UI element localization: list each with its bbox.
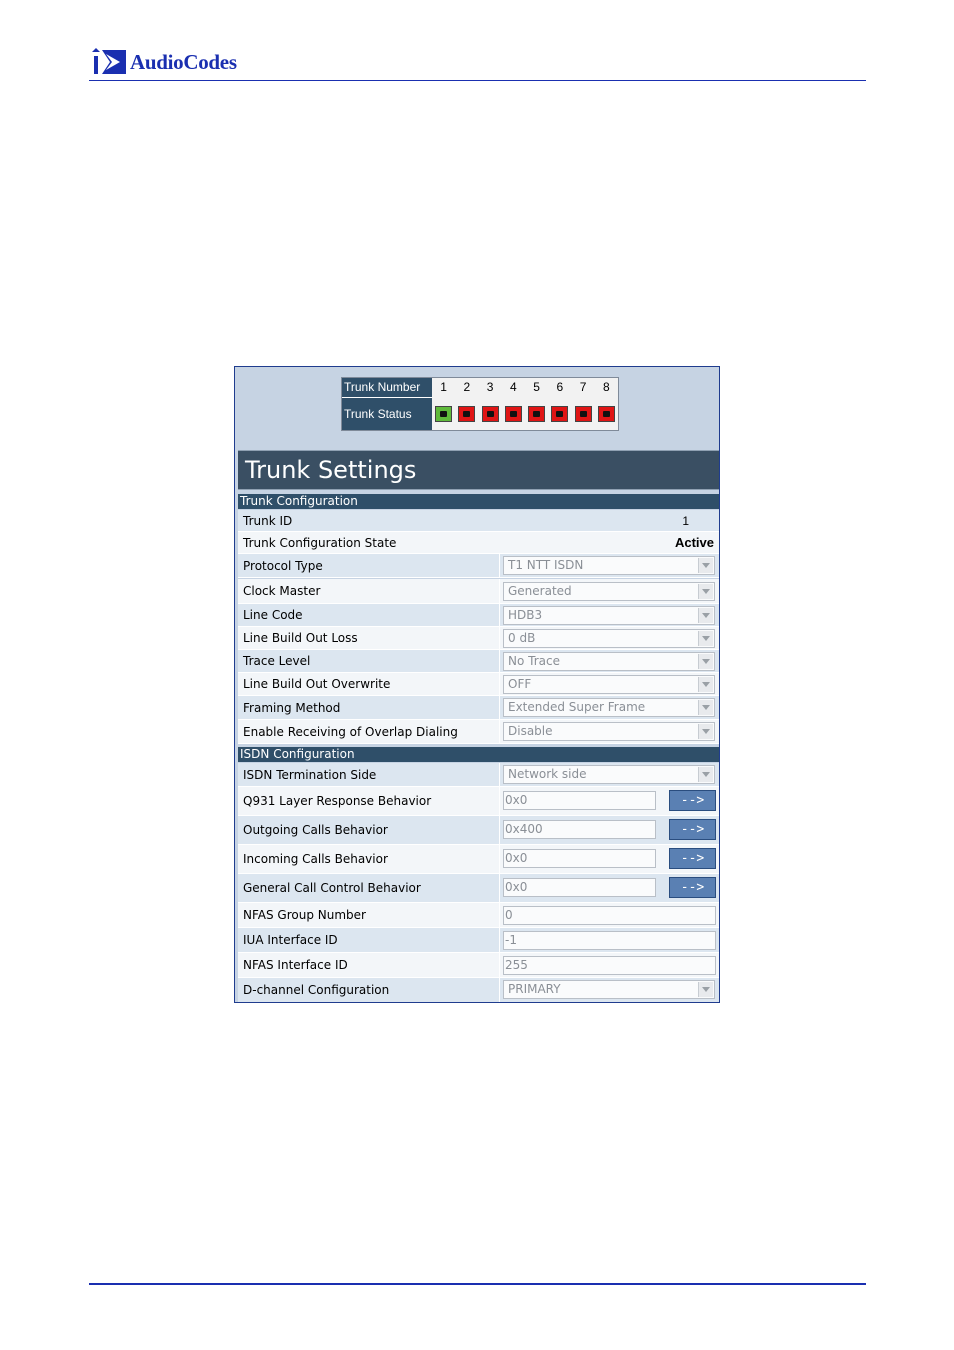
trunk-number-1: 1 bbox=[440, 380, 447, 394]
overlap-dialing-row bbox=[238, 720, 719, 744]
logo-text: AudioCodes bbox=[130, 49, 237, 74]
chevron-down-icon bbox=[698, 982, 713, 997]
framing-method-row bbox=[238, 696, 719, 720]
isdn-termination-side-row bbox=[238, 763, 719, 787]
iua-interface-id-label: IUA Interface ID bbox=[243, 933, 338, 947]
chevron-down-icon bbox=[698, 631, 713, 646]
line-build-out-overwrite-select[interactable]: OFF bbox=[503, 675, 715, 694]
protocol-type-label: Protocol Type bbox=[243, 558, 323, 573]
chevron-down-icon bbox=[698, 558, 713, 573]
chevron-down-icon bbox=[698, 677, 713, 692]
incoming-calls-arrow-button[interactable]: --> bbox=[669, 848, 716, 869]
trunk-4-status-icon[interactable] bbox=[505, 406, 522, 422]
d-channel-configuration-select[interactable]: PRIMARY bbox=[503, 980, 715, 999]
nfas-group-number-label: NFAS Group Number bbox=[243, 908, 366, 922]
isdn-termination-side-select[interactable]: Network side bbox=[503, 765, 715, 784]
footer-rule bbox=[89, 1283, 866, 1285]
line-build-out-overwrite-row bbox=[238, 673, 719, 696]
trunk-configuration-heading: Trunk Configuration bbox=[238, 494, 719, 509]
trunk-6-status-icon[interactable] bbox=[551, 406, 568, 422]
nfas-group-number-input[interactable]: 0 bbox=[503, 906, 716, 925]
trunk-3-status-icon[interactable] bbox=[482, 406, 499, 422]
chevron-down-icon bbox=[698, 584, 713, 599]
q931-input[interactable]: 0x0 bbox=[503, 791, 656, 810]
general-call-control-label: General Call Control Behavior bbox=[243, 881, 421, 895]
trunk-id-label: Trunk ID bbox=[243, 513, 293, 528]
iua-interface-id-input[interactable]: -1 bbox=[503, 931, 716, 950]
trunk-status-label: Trunk Status bbox=[342, 397, 432, 430]
trace-level-row bbox=[238, 650, 719, 673]
trunk-number-7: 7 bbox=[579, 380, 587, 394]
trunk-number-6: 6 bbox=[556, 380, 564, 394]
nfas-interface-id-row bbox=[238, 953, 719, 978]
trunk-status-table bbox=[341, 377, 619, 431]
clock-master-label: Clock Master bbox=[243, 584, 321, 598]
d-channel-configuration-label: D-channel Configuration bbox=[243, 983, 390, 997]
general-call-control-row bbox=[238, 874, 719, 903]
framing-method-select[interactable]: Extended Super Frame bbox=[503, 698, 715, 717]
trace-level-label: Trace Level bbox=[243, 654, 311, 668]
overlap-dialing-label: Enable Receiving of Overlap Dialing bbox=[243, 724, 458, 739]
trunk-7-status-icon[interactable] bbox=[575, 406, 592, 422]
nfas-group-number-row bbox=[238, 903, 719, 928]
clock-master-row bbox=[238, 579, 719, 604]
line-code-row bbox=[238, 604, 719, 627]
outgoing-calls-input[interactable]: 0x400 bbox=[503, 820, 656, 839]
incoming-calls-row bbox=[238, 845, 719, 874]
chevron-down-icon bbox=[698, 724, 713, 739]
protocol-type-row bbox=[238, 554, 719, 578]
trunk-config-state-row bbox=[238, 532, 719, 554]
trunk-8-status-icon[interactable] bbox=[598, 406, 615, 422]
trunk-number-label: Trunk Number bbox=[342, 378, 432, 397]
trunk-number-row bbox=[432, 378, 618, 397]
isdn-termination-side-label: ISDN Termination Side bbox=[243, 767, 377, 782]
d-channel-configuration-row bbox=[238, 978, 719, 1002]
trunk-number-4: 4 bbox=[510, 380, 517, 394]
trunk-id-row bbox=[238, 510, 719, 532]
header-rule bbox=[89, 80, 866, 81]
trunk-status-row bbox=[432, 397, 618, 430]
chevron-down-icon bbox=[698, 608, 713, 623]
nfas-interface-id-label: NFAS Interface ID bbox=[243, 958, 348, 972]
nfas-interface-id-input[interactable]: 255 bbox=[503, 956, 716, 975]
outgoing-calls-row bbox=[238, 816, 719, 845]
trunk-config-state-value: Active bbox=[674, 535, 714, 550]
q931-label: Q931 Layer Response Behavior bbox=[243, 794, 432, 808]
trunk-number-2: 2 bbox=[463, 380, 471, 394]
line-build-out-loss-row bbox=[238, 627, 719, 650]
audiocodes-logo-icon bbox=[90, 48, 126, 76]
general-call-control-input[interactable]: 0x0 bbox=[503, 878, 656, 897]
q931-row bbox=[238, 787, 719, 816]
audiocodes-logo bbox=[90, 47, 237, 77]
trunk-number-3: 3 bbox=[486, 380, 494, 394]
trunk-5-status-icon[interactable] bbox=[528, 406, 545, 422]
trunk-number-8: 8 bbox=[603, 380, 610, 394]
incoming-calls-input[interactable]: 0x0 bbox=[503, 849, 656, 868]
trunk-settings-screenshot bbox=[234, 366, 720, 1003]
trunk-number-5: 5 bbox=[533, 380, 540, 394]
trunk-id-value: 1 bbox=[682, 513, 689, 528]
general-call-control-arrow-button[interactable]: --> bbox=[669, 877, 716, 898]
framing-method-label: Framing Method bbox=[243, 700, 341, 715]
trunk-config-state-label: Trunk Configuration State bbox=[243, 535, 397, 550]
isdn-configuration-heading: ISDN Configuration bbox=[238, 747, 719, 762]
page-title: Trunk Settings bbox=[245, 456, 417, 484]
outgoing-calls-arrow-button[interactable]: --> bbox=[669, 819, 716, 840]
chevron-down-icon bbox=[698, 654, 713, 669]
incoming-calls-label: Incoming Calls Behavior bbox=[243, 852, 388, 866]
iua-interface-id-row bbox=[238, 928, 719, 953]
trunk-1-status-icon[interactable] bbox=[435, 406, 452, 422]
line-build-out-loss-label: Line Build Out Loss bbox=[243, 631, 358, 645]
protocol-type-select[interactable]: T1 NTT ISDN bbox=[503, 556, 715, 575]
line-build-out-loss-select[interactable]: 0 dB bbox=[503, 629, 715, 648]
line-code-select[interactable]: HDB3 bbox=[503, 606, 715, 625]
clock-master-select[interactable]: Generated bbox=[503, 582, 715, 601]
chevron-down-icon bbox=[698, 700, 713, 715]
chevron-down-icon bbox=[698, 767, 713, 782]
outgoing-calls-label: Outgoing Calls Behavior bbox=[243, 823, 388, 837]
q931-arrow-button[interactable]: --> bbox=[669, 790, 716, 811]
page-title-bar bbox=[238, 450, 719, 490]
line-build-out-overwrite-label: Line Build Out Overwrite bbox=[243, 677, 391, 691]
line-code-label: Line Code bbox=[243, 608, 303, 622]
trunk-2-status-icon[interactable] bbox=[458, 406, 475, 422]
trace-level-select[interactable]: No Trace bbox=[503, 652, 715, 671]
overlap-dialing-select[interactable]: Disable bbox=[503, 722, 715, 741]
